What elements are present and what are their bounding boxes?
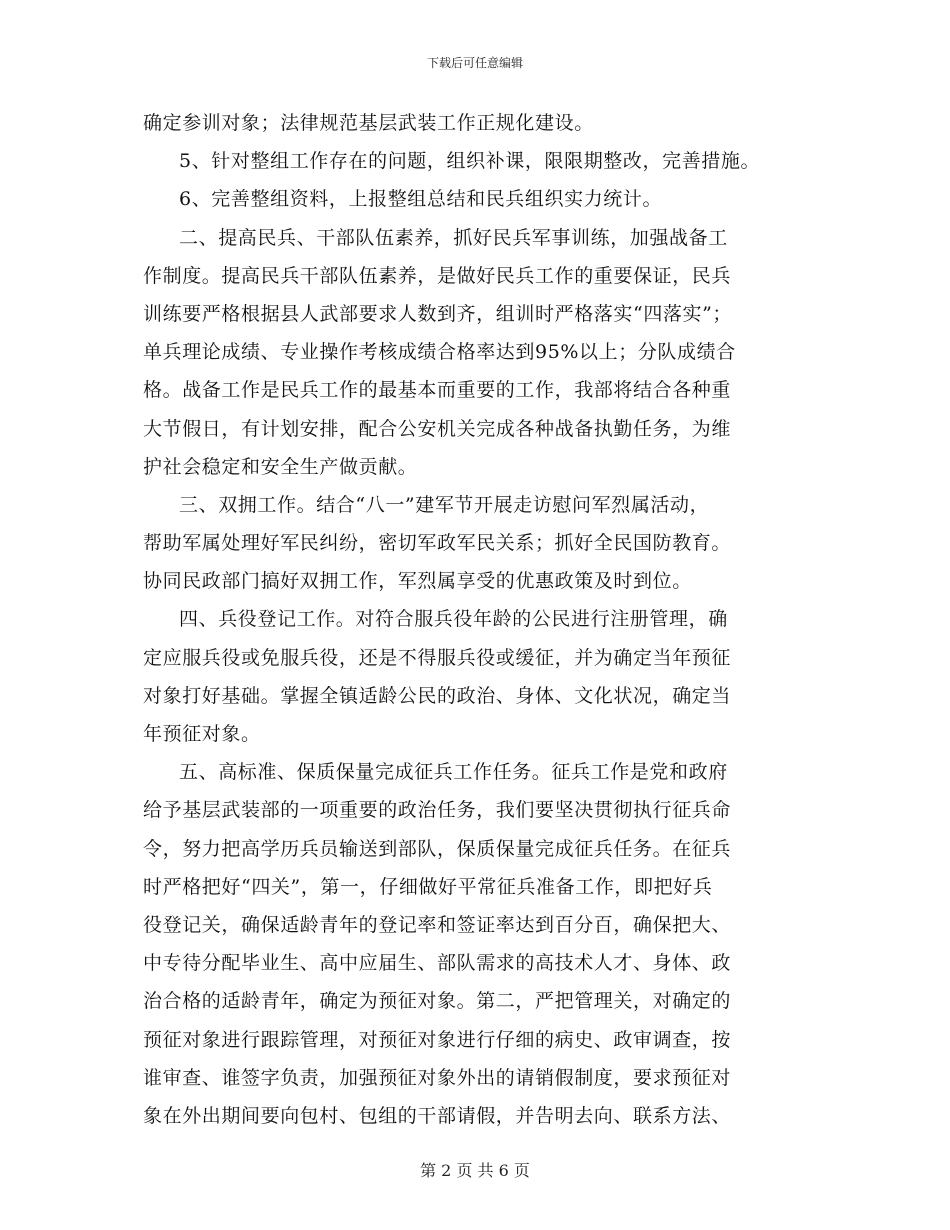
text-line: 治合格的适龄青年，确定为预征对象。第二，严把管理关，对确定的 [143, 990, 732, 1013]
text-line: 协同民政部门搞好双拥工作，军烈属享受的优惠政策及时到位。 [143, 570, 692, 593]
text-line: 6、完善整组资料，上报整组总结和民兵组织实力统计。 [179, 188, 663, 211]
text-line: 5、针对整组工作存在的问题，组织补课，限限期整改，完善措施。 [179, 150, 761, 173]
text-line: 令，努力把高学历兵员输送到部队，保质保量完成征兵任务。在征兵 [143, 837, 732, 860]
text-line: 预征对象进行跟踪管理，对预征对象进行仔细的病史、政审调查，按 [143, 1028, 732, 1051]
text-line: 役登记关，确保适龄青年的登记率和签证率达到百分百，确保把大、 [143, 913, 732, 936]
text-line: 大节假日，有计划安排，配合公安机关完成各种战备执勤任务，为维 [143, 417, 732, 440]
page-number-footer: 第 2 页 共 6 页 [420, 1161, 530, 1180]
text-line: 三、双拥工作。结合“八一”建军节开展走访慰问军烈属活动， [179, 493, 710, 516]
text-line: 谁审查、谁签字负责，加强预征对象外出的请销假制度，要求预征对 [143, 1066, 732, 1089]
text-line: 作制度。提高民兵干部队伍素养，是做好民兵工作的重要保证，民兵 [143, 264, 732, 287]
text-line: 训练要严格根据县人武部要求人数到齐，组训时严格落实“四落实”； [143, 302, 733, 325]
text-line: 五、高标准、保质保量完成征兵工作任务。征兵工作是党和政府 [179, 761, 728, 784]
text-line: 单兵理论成绩、专业操作考核成绩合格率达到95%以上；分队成绩合 [143, 341, 736, 364]
text-line: 时严格把好“四关”，第一，仔细做好平常征兵准备工作，即把好兵 [143, 875, 713, 898]
text-line: 二、提高民兵、干部队伍素养，抓好民兵军事训练，加强战备工 [179, 226, 728, 249]
text-line: 给予基层武装部的一项重要的政治任务，我们要坚决贯彻执行征兵命 [143, 799, 732, 822]
text-line: 定应服兵役或免服兵役，还是不得服兵役或缓征，并为确定当年预征 [143, 646, 732, 669]
text-line: 象在外出期间要向包村、包组的干部请假，并告明去向、联系方法、 [143, 1104, 732, 1127]
text-line: 年预征对象。 [143, 723, 261, 745]
text-line: 四、兵役登记工作。对符合服兵役年龄的公民进行注册管理，确 [179, 608, 728, 631]
text-line: 帮助军属处理好军民纠纷，密切军政军民关系；抓好全民国防教育。 [143, 532, 732, 555]
text-line: 确定参训对象；法律规范基层武装工作正规化建设。 [143, 112, 594, 134]
text-line: 护社会稳定和安全生产做贡献。 [143, 455, 418, 478]
text-line: 对象打好基础。掌握全镇适龄公民的政治、身体、文化状况，确定当 [143, 684, 732, 707]
document-body [143, 104, 807, 1135]
text-line: 格。战备工作是民兵工作的最基本而重要的工作，我部将结合各种重 [143, 379, 732, 402]
page-header-note: 下载后可任意编辑 [426, 56, 523, 70]
text-line: 中专待分配毕业生、高中应届生、部队需求的高技术人才、身体、政 [143, 952, 732, 975]
